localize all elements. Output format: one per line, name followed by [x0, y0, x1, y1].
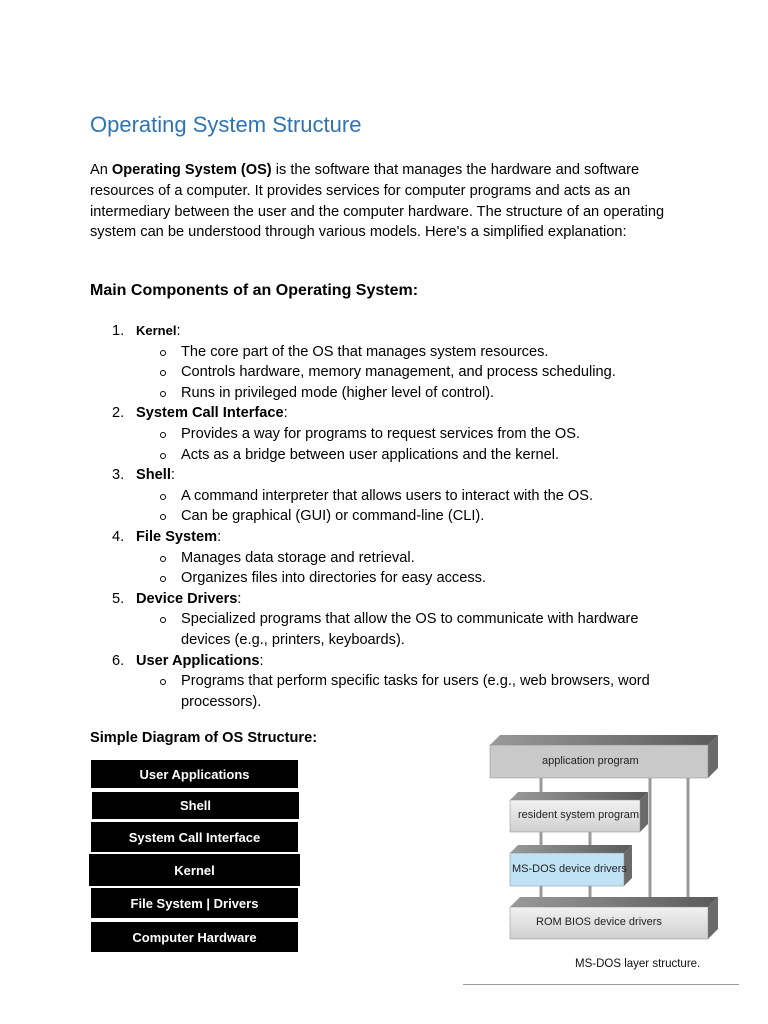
component-item: 5. Device Drivers: Specialized programs that allow the OS to communicate with hardware devices (e.g., printers, keyboards).	[90, 589, 690, 651]
bullet-icon	[160, 556, 166, 562]
component-name: Device Drivers	[136, 590, 238, 607]
components-heading: Main Components of an Operating System:	[90, 282, 419, 299]
list-item: Runs in privileged mode (higher level of control).	[136, 383, 671, 404]
stack-layer-user-applications: User Applications	[91, 760, 298, 788]
list-item: Controls hardware, memory management, and process scheduling.	[136, 362, 671, 383]
component-item: 4. File System: Manages data storage and retrieval. Organizes files into directories for easy access.	[90, 527, 690, 589]
component-name: User Applications	[136, 652, 260, 669]
bullet-icon	[160, 494, 166, 500]
layer-top-face	[510, 897, 718, 907]
bullet-icon	[160, 432, 166, 438]
intro-term: Operating System (OS)	[111, 162, 272, 178]
list-item: Manages data storage and retrieval.	[136, 548, 671, 569]
component-item: 1. Kernel: The core part of the OS that manages system resources. Controls hardware, memory management, and process scheduling. Runs in privileged mode (higher level of control).	[90, 321, 690, 403]
bullet-icon	[160, 514, 166, 520]
component-item: 3. Shell: A command interpreter that allows users to interact with the OS. Can be graphical (GUI) or command-line (CLI).	[90, 465, 690, 527]
layer-label: ROM BIOS device drivers	[536, 916, 662, 928]
list-item: A command interpreter that allows users to interact with the OS.	[136, 486, 671, 507]
layer-label: application program	[542, 755, 639, 767]
component-name: Kernel	[136, 323, 177, 338]
bullet-icon	[160, 370, 166, 376]
layer-top-face	[510, 845, 632, 853]
list-item: Organizes files into directories for easy access.	[136, 568, 671, 589]
bullet-icon	[160, 453, 166, 459]
bullet-icon	[160, 576, 166, 582]
bullet-icon	[160, 679, 166, 685]
divider	[463, 984, 739, 985]
component-item: 6. User Applications: Programs that perform specific tasks for users (e.g., web browsers, word processors).	[90, 651, 690, 713]
diagram-caption: MS-DOS layer structure.	[575, 958, 701, 970]
page-title: Operating System Structure	[90, 112, 362, 137]
components-list	[90, 321, 690, 712]
component-item: 2. System Call Interface: Provides a way for programs to request services from the OS. Acts as a bridge between user applications and the kernel.	[90, 403, 690, 465]
stack-layer-shell: Shell	[92, 792, 299, 819]
list-item: Programs that perform specific tasks for users (e.g., web browsers, word processors).	[136, 671, 671, 712]
intro-paragraph: An Operating System (OS) is the software that manages the hardware and software resources of a computer. It provides services for computer programs and acts as an intermediary between the user and the computer hardware. The structure of an operating system can be understood through various models. Here's a simplified explanation:	[90, 162, 665, 241]
list-item: The core part of the OS that manages system resources.	[136, 342, 671, 363]
stack-layer-kernel: Kernel	[89, 854, 300, 886]
layer-label: MS-DOS device drivers	[512, 863, 627, 875]
list-item: Specialized programs that allow the OS to communicate with hardware devices (e.g., printers, keyboards).	[136, 609, 671, 650]
component-name: File System	[136, 528, 218, 545]
list-item: Provides a way for programs to request services from the OS.	[136, 424, 671, 445]
stack-layer-file-system-drivers: File System | Drivers	[91, 888, 298, 918]
diagram-heading: Simple Diagram of OS Structure:	[90, 730, 318, 746]
list-item: Acts as a bridge between user applications and the kernel.	[136, 445, 671, 466]
layer-label: resident system program	[518, 809, 640, 821]
bullet-icon	[160, 350, 166, 356]
stack-layer-computer-hardware: Computer Hardware	[91, 922, 298, 952]
bullet-icon	[160, 617, 166, 623]
msdos-layer-diagram	[460, 730, 750, 990]
layer-top-face	[510, 792, 648, 800]
msdos-diagram-graphic	[460, 730, 750, 990]
bullet-icon	[160, 391, 166, 397]
component-name: Shell	[136, 467, 171, 484]
list-item: Can be graphical (GUI) or command-line (CLI).	[136, 506, 671, 527]
layer-top-face	[490, 735, 718, 745]
stack-layer-system-call-interface: System Call Interface	[91, 822, 298, 852]
component-name: System Call Interface	[136, 405, 284, 422]
